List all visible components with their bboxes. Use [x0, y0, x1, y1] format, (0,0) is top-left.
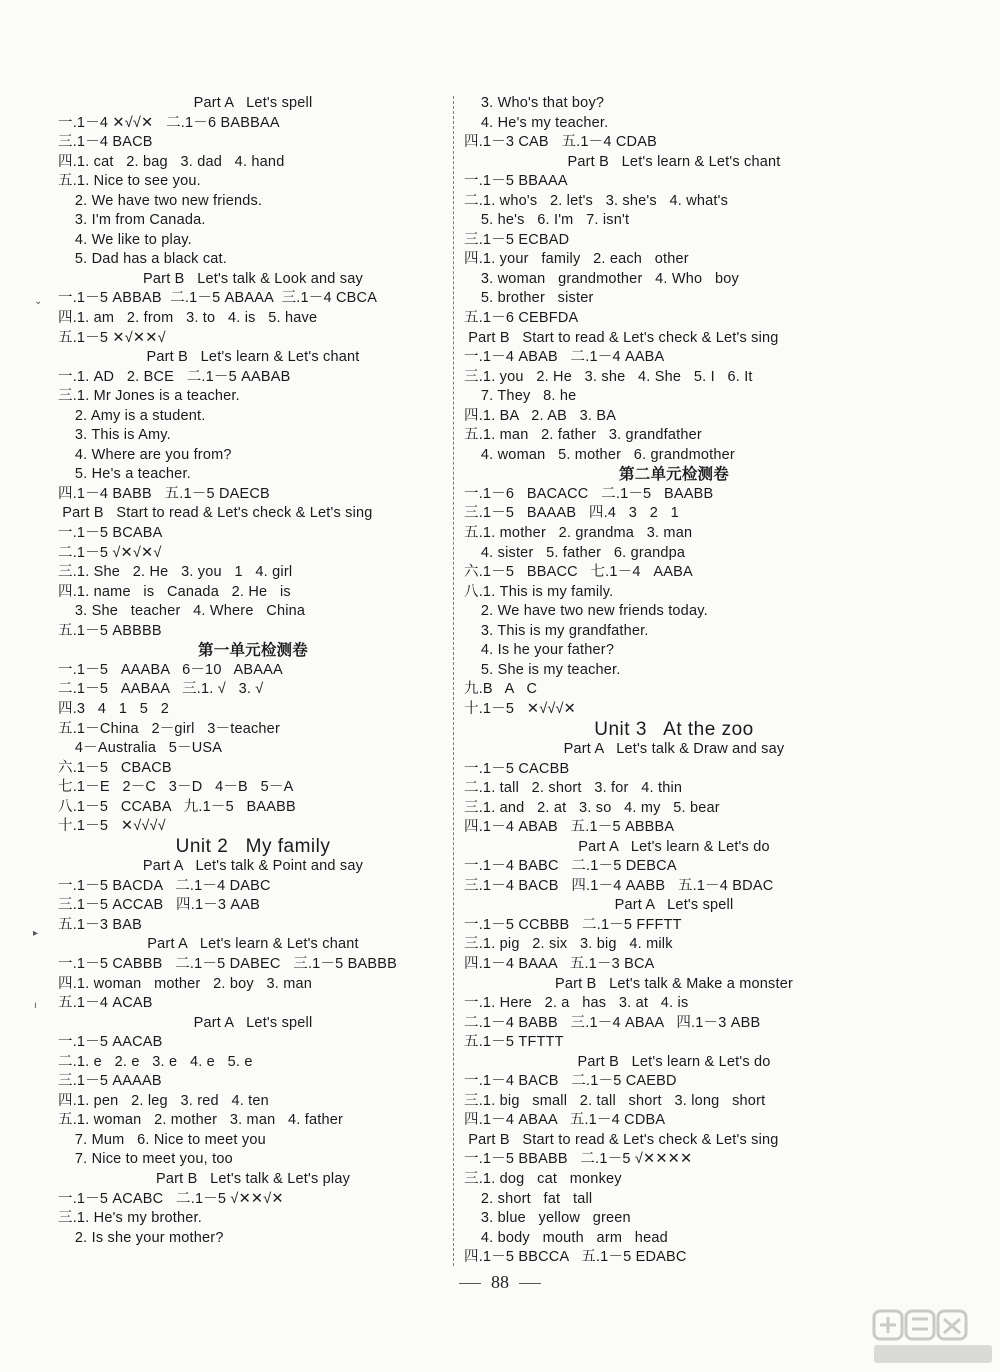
left-answer-line: 2. Amy is a student. [58, 407, 206, 424]
right-answer-line: 三.1－4 BACB 四.1－4 AABB 五.1－4 BDAC [464, 877, 774, 894]
page-number [0, 1272, 1000, 1293]
right-answer-line: 四.1－4 ABAA 五.1－4 CDBA [464, 1112, 666, 1129]
left-answer-line: 5. Dad has a black cat. [58, 251, 228, 268]
right-answer-line: 5. brother sister [464, 290, 594, 307]
left-column [58, 94, 448, 1248]
left-answer-line: 3. I'm from Canada. [58, 212, 206, 229]
left-answer-line: 5. He's a teacher. [58, 466, 191, 483]
right-answer-line: 四.1－5 BBCCA 五.1－5 EDABC [464, 1249, 687, 1266]
right-answer-line: 四.1－4 ABAB 五.1－5 ABBBA [464, 819, 675, 836]
right-answer-line: 4. body mouth arm head [464, 1229, 668, 1246]
right-answer-line: 六.1－5 BBACC 七.1－4 AABA [464, 564, 693, 581]
left-answer-line: 二.1. e 2. e 3. e 4. e 5. e [58, 1053, 253, 1070]
right-column [464, 94, 884, 1268]
right-answer-line: 四.1. BA 2. AB 3. BA [464, 407, 617, 424]
left-answer-line: 十.1－5 ✕√√√√ [58, 818, 166, 835]
left-answer-line: 三.1－5 ACCAB 四.1－3 AAB [58, 897, 261, 914]
right-answer-line: 3. This is my grandfather. [464, 622, 649, 639]
right-answer-line: 二.1. who's 2. let's 3. she's 4. what's [464, 192, 729, 209]
right-answer-line: Part B Start to read & Let's check & Let's sing [464, 329, 779, 346]
page-number-text: 88 [491, 1272, 509, 1292]
left-answer-line: 4－Australia 5－USA [58, 740, 223, 757]
left-section-heading: Part A Let's spell [193, 95, 313, 111]
dash-right [519, 1283, 541, 1284]
left-answer-line: 4. We like to play. [58, 231, 192, 248]
left-answer-line: 七.1－E 2－C 3－D 4－B 5－A [58, 779, 294, 796]
right-section-heading: Part B Let's learn & Let's chant [567, 153, 781, 170]
left-answer-line: 五.1－3 BAB [58, 916, 142, 933]
right-answer-line: 一.1－5 BBABB 二.1－5 √✕✕✕✕ [464, 1151, 693, 1168]
right-answer-line: Part B Start to read & Let's check & Let's sing [464, 1131, 779, 1148]
left-test-title: 第一单元检测卷 [198, 641, 308, 660]
left-answer-line: 三.1. She 2. He 3. you 1 4. girl [58, 564, 293, 581]
left-section-heading: Part B Let's talk & Let's play [155, 1171, 351, 1188]
left-answer-line: Part B Start to read & Let's check & Let's sing [58, 505, 373, 522]
left-answer-line: 二.1－5 √✕√✕√ [58, 544, 162, 561]
right-answer-line: 五.1－6 CEBFDA [464, 310, 579, 327]
left-answer-line: 三.1－4 BACB [58, 134, 153, 151]
right-section-heading: Part A Let's spell [614, 897, 734, 914]
right-answer-line: 一.1－5 BBAAA [464, 173, 568, 190]
right-answer-line: 八.1. This is my family. [464, 583, 614, 600]
margin-mark: ⌄ [34, 296, 43, 307]
left-answer-line: 五.1－5 ✕√✕✕√ [58, 329, 166, 346]
right-answer-line: 3. woman grandmother 4. Who boy [464, 270, 739, 287]
left-section-heading: Part B Let's learn & Let's chant [146, 349, 360, 366]
right-answer-line: 7. They 8. he [464, 388, 577, 405]
left-answer-line: 二.1－5 AABAA 三.1. √ 3. √ [58, 681, 264, 698]
watermark-logo [870, 1305, 998, 1367]
right-answer-line: 二.1. tall 2. short 3. for 4. thin [464, 780, 683, 797]
left-answer-line: 2. Is she your mother? [58, 1229, 224, 1246]
right-section-heading: Part A Let's talk & Draw and say [563, 741, 785, 757]
left-answer-line: 四.3 4 1 5 2 [58, 700, 169, 717]
right-answer-line: 一.1－6 BACACC 二.1－5 BAABB [464, 485, 714, 502]
watermark-logo-icon [870, 1305, 998, 1367]
left-answer-line: 三.1. He's my brother. [58, 1210, 202, 1227]
right-answer-line: 一.1－4 BACB 二.1－5 CAEBD [464, 1073, 677, 1090]
left-answer-line: 四.1. cat 2. bag 3. dad 4. hand [58, 153, 285, 170]
left-answer-line: 一.1－4 ✕√√✕ 二.1－6 BABBAA [58, 114, 280, 131]
left-answer-line: 7. Nice to meet you, too [58, 1151, 233, 1168]
margin-mark: ▸ [33, 928, 39, 939]
right-answer-line: 三.1－5 ECBAD [464, 231, 570, 248]
right-answer-line: 一.1－5 CCBBB 二.1－5 FFFTT [464, 916, 682, 933]
right-section-heading: Part B Let's talk & Make a monster [554, 975, 794, 992]
left-answer-line: 4. Where are you from? [58, 446, 232, 463]
right-answer-line: 三.1. dog cat monkey [464, 1171, 622, 1188]
margin-mark: ı [34, 1000, 37, 1011]
left-answer-line: 2. We have two new friends. [58, 192, 263, 209]
right-answer-line: 四.1－4 BAAA 五.1－3 BCA [464, 956, 655, 973]
left-answer-line: 五.1－5 ABBBB [58, 622, 162, 639]
left-section-heading: Part A Let's spell [193, 1014, 313, 1031]
right-answer-line: 一.1. Here 2. a has 3. at 4. is [464, 995, 689, 1012]
left-answer-line: 一.1－5 ACABC 二.1－5 √✕✕√✕ [58, 1190, 284, 1207]
right-answer-line: 3. blue yellow green [464, 1210, 631, 1227]
right-section-heading: Part A Let's learn & Let's do [578, 838, 770, 855]
left-answer-line: 五.1. woman 2. mother 3. man 4. father [58, 1112, 344, 1129]
left-section-heading: Part B Let's talk & Look and say [143, 270, 363, 287]
left-answer-line: 一.1. AD 2. BCE 二.1－5 AABAB [58, 368, 291, 385]
right-answer-line: 四.1－3 CAB 五.1－4 CDAB [464, 134, 657, 151]
left-answer-line: 3. She teacher 4. Where China [58, 603, 306, 620]
left-answer-line: 3. This is Amy. [58, 427, 171, 444]
right-answer-line: 三.1. and 2. at 3. so 4. my 5. bear [464, 799, 720, 816]
left-answer-line: 一.1－5 CABBB 二.1－5 DABEC 三.1－5 BABBB [58, 956, 397, 973]
right-answer-line: 5. he's 6. I'm 7. isn't [464, 212, 630, 229]
left-answer-line: 五.1. Nice to see you. [58, 173, 201, 190]
right-answer-line: 3. Who's that boy? [464, 95, 605, 111]
right-answer-line: 三.1. you 2. He 3. she 4. She 5. I 6. It [464, 368, 753, 385]
column-divider [453, 96, 454, 1266]
right-answer-line: 十.1－5 ✕√√√✕ [464, 700, 577, 717]
left-answer-line: 四.1. pen 2. leg 3. red 4. ten [58, 1092, 269, 1109]
left-answer-line: 四.1. am 2. from 3. to 4. is 5. have [58, 310, 318, 327]
left-answer-line: 一.1－5 BACDA 二.1－4 DABC [58, 877, 271, 894]
right-answer-line: 4. sister 5. father 6. grandpa [464, 544, 686, 561]
left-answer-line: 五.1－China 2－girl 3－teacher [58, 720, 280, 737]
left-answer-line: 一.1－5 AACAB [58, 1034, 163, 1051]
right-answer-line: 一.1－5 CACBB [464, 760, 570, 777]
right-answer-line: 一.1－4 ABAB 二.1－4 AABA [464, 349, 665, 366]
left-answer-line: 一.1－5 BCABA [58, 525, 163, 542]
right-answer-line: 三.1. pig 2. six 3. big 4. milk [464, 936, 673, 953]
left-section-heading: Part A Let's learn & Let's chant [147, 936, 359, 953]
left-answer-line: 一.1－5 AAABA 6－10 ABAAA [58, 661, 283, 678]
right-test-title: 第二单元检测卷 [619, 465, 729, 484]
left-answer-line: 六.1－5 CBACB [58, 759, 172, 776]
right-answer-line: 三.1. big small 2. tall short 3. long short [464, 1092, 766, 1109]
left-unit-title: Unit 2 My family [175, 835, 331, 857]
right-answer-line: 一.1－4 BABC 二.1－5 DEBCA [464, 858, 677, 875]
right-answer-line: 三.1－5 BAAAB 四.4 3 2 1 [464, 505, 679, 522]
left-answer-line: 一.1－5 ABBAB 二.1－5 ABAAA 三.1－4 CBCA [58, 290, 378, 307]
right-answer-line: 4. He's my teacher. [464, 114, 609, 131]
right-answer-line: 五.1. man 2. father 3. grandfather [464, 427, 702, 444]
left-answer-line: 八.1－5 CCABA 九.1－5 BAABB [58, 798, 296, 815]
left-section-heading: Part A Let's talk & Point and say [142, 858, 364, 875]
right-answer-line: 九.B A C [464, 681, 538, 698]
left-answer-line: 三.1－5 AAAAB [58, 1073, 162, 1090]
right-answer-line: 4. Is he your father? [464, 642, 615, 659]
left-answer-line: 三.1. Mr Jones is a teacher. [58, 388, 240, 405]
right-section-heading: Part B Let's learn & Let's do [577, 1053, 771, 1070]
left-answer-line: 四.1－4 BABB 五.1－5 DAECB [58, 485, 270, 502]
right-answer-line: 五.1－5 TFTTT [464, 1034, 564, 1051]
right-answer-line: 二.1－4 BABB 三.1－4 ABAA 四.1－3 ABB [464, 1014, 761, 1031]
right-answer-line: 2. We have two new friends today. [464, 603, 708, 620]
left-answer-line: 五.1－4 ACAB [58, 995, 153, 1012]
right-answer-line: 五.1. mother 2. grandma 3. man [464, 525, 693, 542]
right-answer-line: 4. woman 5. mother 6. grandmother [464, 446, 735, 463]
left-answer-line: 四.1. woman mother 2. boy 3. man [58, 975, 313, 992]
right-answer-line: 2. short fat tall [464, 1190, 593, 1207]
left-answer-line: 四.1. name is Canada 2. He is [58, 583, 291, 600]
right-unit-title: Unit 3 At the zoo [594, 718, 754, 740]
right-answer-line: 5. She is my teacher. [464, 661, 621, 678]
right-answer-line: 四.1. your family 2. each other [464, 251, 689, 268]
dash-left [459, 1283, 481, 1284]
left-answer-line: 7. Mum 6. Nice to meet you [58, 1131, 266, 1148]
